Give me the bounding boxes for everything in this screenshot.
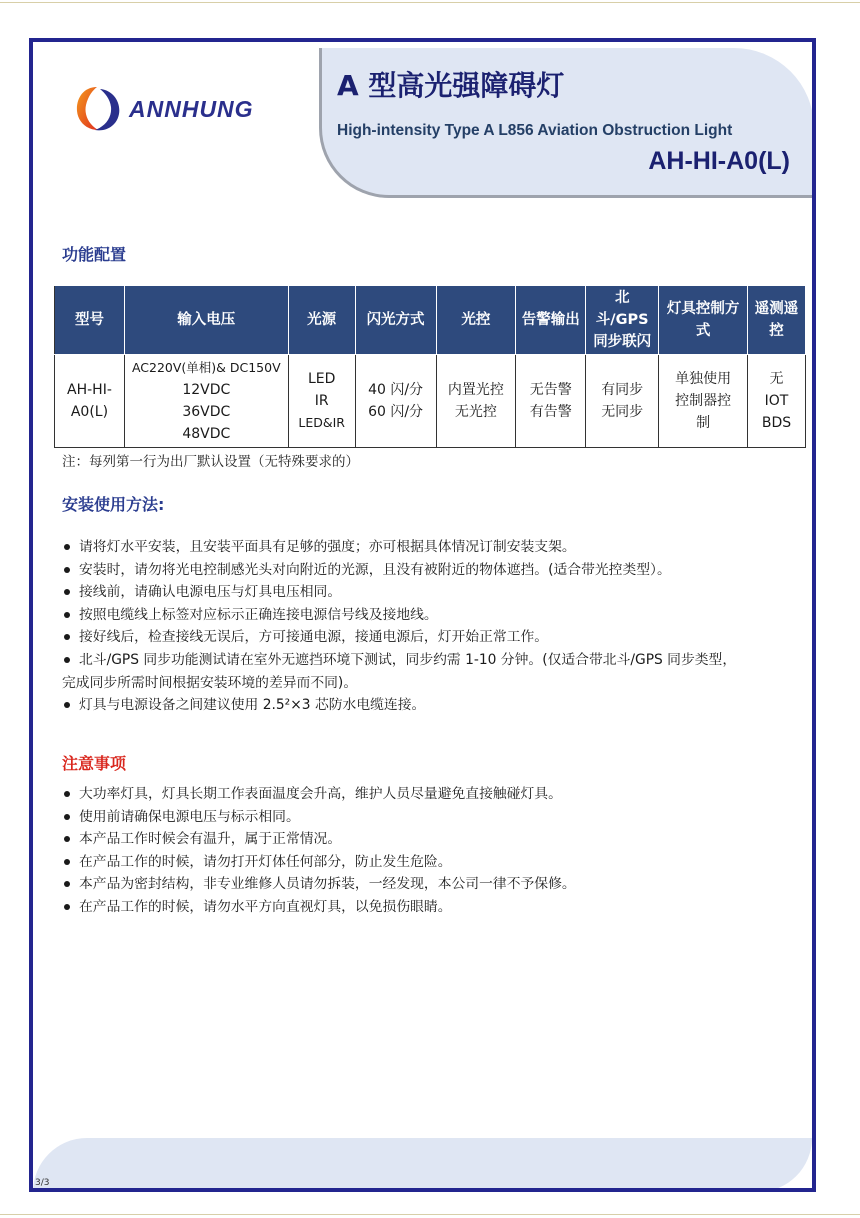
brand-name: ANNHUNG: [129, 95, 254, 122]
col-header-remote: 遥测遥控: [748, 286, 806, 355]
caution-list: [62, 783, 794, 919]
caution-section-title: 注意事项: [62, 754, 127, 773]
cell-light-source: LED IR LED&IR: [288, 355, 355, 448]
list-item: 灯具与电源设备之间建议使用 2.5²×3 芯防水电缆连接。: [62, 694, 794, 717]
page-number: 3/3: [35, 1178, 50, 1188]
list-item: 北斗/GPS 同步功能测试请在室外无遮挡环境下测试，同步约需 1-10 分钟。(仅适合带北斗/GPS 同步类型，: [62, 649, 794, 672]
list-item: 大功率灯具，灯具长期工作表面温度会升高，维护人员尽量避免直接触碰灯具。: [62, 783, 794, 806]
table-note: 注：每列第一行为出厂默认设置（无特殊要求的）: [62, 454, 359, 470]
cell-alarm: 无告警 有告警: [516, 355, 586, 448]
col-header-light-source: 光源: [288, 286, 355, 355]
cell-control: 单独使用 控制器控 制: [659, 355, 748, 448]
install-section-title: 安装使用方法:: [62, 495, 165, 514]
col-header-alarm: 告警输出: [516, 286, 586, 355]
list-item-continuation: 完成同步所需时间根据安装环境的差异而不同)。: [62, 674, 358, 691]
annhung-logo-icon: [73, 84, 123, 134]
page-subtitle: High-intensity Type A L856 Aviation Obstruction Light: [337, 122, 733, 139]
col-header-control: 灯具控制方式: [659, 286, 748, 355]
list-item: 在产品工作的时候，请勿水平方向直视灯具，以免损伤眼睛。: [62, 896, 794, 919]
cell-flash: 40 闪/分 60 闪/分: [355, 355, 436, 448]
table-header-row: [55, 286, 806, 355]
page-frame: [29, 38, 816, 1192]
col-header-photocontrol: 光控: [436, 286, 516, 355]
cell-remote: 无 IOT BDS: [748, 355, 806, 448]
list-item: 安装时，请勿将光电控制感光头对向附近的光源，且没有被附近的物体遮挡。(适合带光控类型）。: [62, 559, 794, 582]
bottom-rule: [0, 1214, 860, 1215]
col-header-voltage: 输入电压: [124, 286, 288, 355]
model-number: AH-HI-A0(L): [648, 147, 790, 175]
list-item: 接好线后，检查接线无误后，方可接通电源，接通电源后，灯开始正常工作。: [62, 626, 794, 649]
col-header-sync: 北斗/GPS 同步联闪: [586, 286, 659, 355]
list-item: 按照电缆线上标签对应标示正确连接电源信号线及接地线。: [62, 604, 794, 627]
footer-panel: [33, 1138, 812, 1192]
spec-table: [54, 285, 806, 448]
list-item: 请将灯水平安装，且安装平面具有足够的强度；亦可根据具体情况订制安装支架。: [62, 536, 794, 559]
cell-photocontrol: 内置光控 无光控: [436, 355, 516, 448]
top-rule: [0, 2, 860, 3]
features-section-title: 功能配置: [62, 245, 127, 264]
cell-model: AH-HI- A0(L): [55, 355, 125, 448]
list-item: 本产品为密封结构，非专业维修人员请勿拆装，一经发现，本公司一律不予保修。: [62, 873, 794, 896]
list-item: 使用前请确保电源电压与标示相同。: [62, 806, 794, 829]
brand-logo: [73, 84, 254, 134]
col-header-flash: 闪光方式: [355, 286, 436, 355]
list-item: 接线前，请确认电源电压与灯具电压相同。: [62, 581, 794, 604]
col-header-model: 型号: [55, 286, 125, 355]
install-list: [62, 536, 794, 717]
table-row: [55, 355, 806, 448]
cell-voltage: AC220V(单相)& DC150V 12VDC 36VDC 48VDC: [124, 355, 288, 448]
list-item: 本产品工作时候会有温升，属于正常情况。: [62, 828, 794, 851]
page-title: A 型高光强障碍灯: [337, 69, 565, 102]
list-item: 在产品工作的时候，请勿打开灯体任何部分，防止发生危险。: [62, 851, 794, 874]
cell-sync: 有同步 无同步: [586, 355, 659, 448]
